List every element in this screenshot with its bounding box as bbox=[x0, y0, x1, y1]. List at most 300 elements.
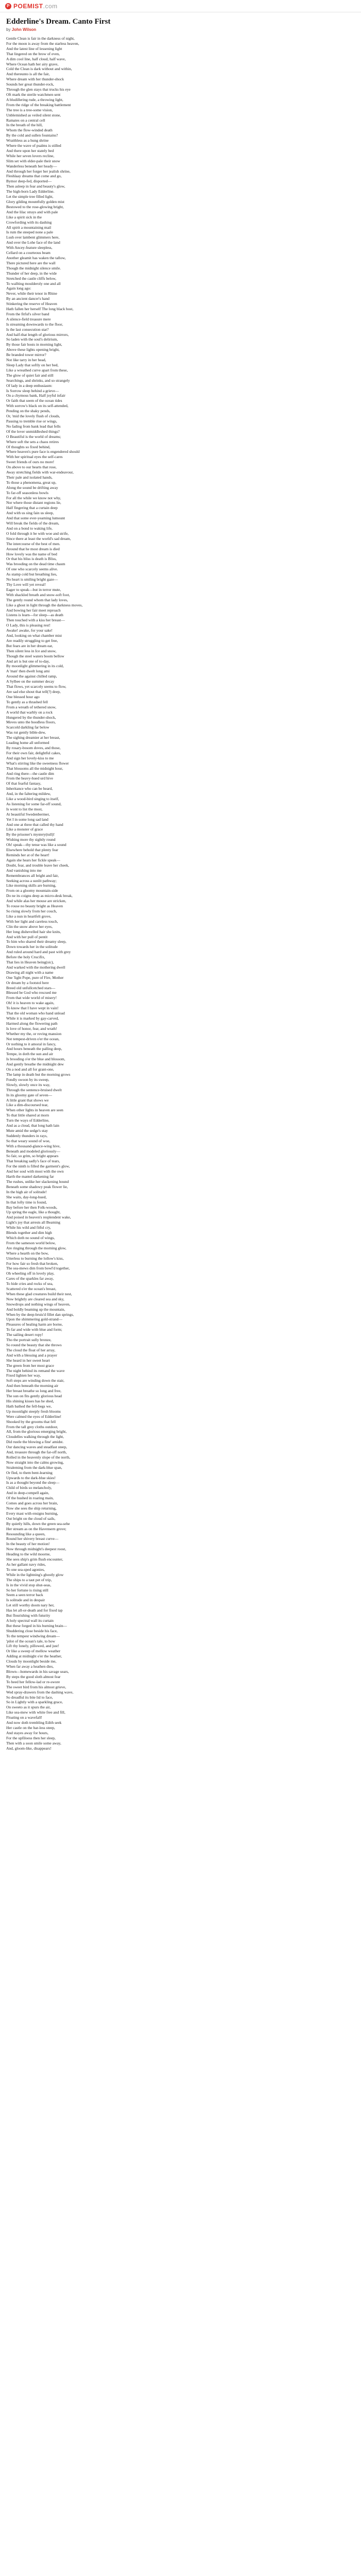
poem-line: Her stream as on the Havensern grove; bbox=[6, 1526, 67, 1531]
poem-line: That blossoms all the midnight hour, bbox=[6, 766, 63, 771]
poem-line: To one sea-sped agonies, bbox=[6, 1567, 45, 1572]
poem-line: Whom the flow-winded death bbox=[6, 128, 53, 133]
poem-line: Or nothing to it amoral in fancy, bbox=[6, 1041, 56, 1046]
poem-line: The lamp in death but the morning grows bbox=[6, 1072, 71, 1077]
poem-line: Or dream by a footstol here bbox=[6, 980, 49, 985]
poem-line: Is love of honor, fear, and wrath! bbox=[6, 1026, 57, 1031]
poem-line: From the ridge of the breaking battlement bbox=[6, 102, 71, 107]
poem-line: She sees ship's grim flush encounter, bbox=[6, 1557, 63, 1562]
poem-line: Blown—homewards in his savage sears, bbox=[6, 1669, 69, 1674]
poem-line: Is Sorrow sleep behind a grieve— bbox=[6, 388, 59, 393]
poem-line: At beautiful Swedenbermer, bbox=[6, 811, 50, 817]
poem-line: Leading home all unformed bbox=[6, 740, 50, 745]
poem-line: In the beauty of her motion! bbox=[6, 1541, 50, 1547]
poem-line: Remembrances all bright and fair, bbox=[6, 873, 59, 878]
poem-line: A dim cool line, half cloud, half wave, bbox=[6, 56, 66, 61]
poem-line: Were calmed the eyes of Edderline! bbox=[6, 1414, 62, 1419]
poem-line: But flourishing with futurity bbox=[6, 1613, 51, 1618]
poem-line: In the high air of solitude! bbox=[6, 1189, 47, 1194]
poem-line: And through her forger her jealish shrine, bbox=[6, 168, 71, 174]
poem-line: Their pale and isolated hands, bbox=[6, 474, 53, 480]
poem-line: Sweet friends of ours no more! bbox=[6, 460, 55, 465]
poem-line: Whether my the, or roving mansion bbox=[6, 1031, 62, 1036]
poem-line: Gentle Clean is fair in the darkness of night, bbox=[6, 36, 75, 41]
poem-line: With Ancey-feature sleepless, bbox=[6, 245, 53, 250]
poem-line: Oh! it is heaven to wake again, bbox=[6, 1001, 55, 1006]
poem-line: Again she hears her fickle speak— bbox=[6, 857, 60, 862]
poem-line: The tree is a tree-some vision, bbox=[6, 107, 53, 112]
poem-line: She waits, day-long-hued, bbox=[6, 1194, 47, 1199]
poem-line: And sign her lovely-kiss to me bbox=[6, 755, 54, 760]
poem-line: Every mast with ensigns burning, bbox=[6, 1511, 58, 1516]
poem-line: And the latest line of lessening light bbox=[6, 46, 62, 51]
poem-line: To wallting moulderoly one and all bbox=[6, 281, 61, 286]
poem-line: Of thoughts so fixed behind, bbox=[6, 444, 51, 449]
poem-line: Where a hearth on the bow, bbox=[6, 1250, 49, 1256]
poem-line: Eager to speak—but in terror mute, bbox=[6, 587, 61, 592]
poem-line: Unblemished as veiled silent stone, bbox=[6, 112, 61, 117]
poem-line: Is the last consecution star? bbox=[6, 327, 49, 332]
poem-line: Or like a sweep of mellow weather bbox=[6, 1649, 60, 1654]
poem-line: The cloud the float of her array, bbox=[6, 1347, 56, 1352]
poem-line: From the heavy-hued urd hive bbox=[6, 776, 53, 781]
poem-line: Harth the mantel darkening far bbox=[6, 1174, 54, 1179]
poem-line: To know that I have wept in vain! bbox=[6, 1006, 59, 1011]
poem-line: Of lady in a deep enthusiasm: bbox=[6, 383, 53, 388]
poem-line: And there upon her stately bed bbox=[6, 148, 54, 153]
poem-line: Do ne its coigns deep as micro-desk break, bbox=[6, 893, 73, 899]
poem-line: Cloudelles walking through the light, bbox=[6, 1434, 64, 1439]
poem-line: Child of birds so melancholy, bbox=[6, 1485, 52, 1490]
poem-line: From a wreath of tethered snow, bbox=[6, 704, 56, 709]
poem-line: To heed her fellow-lad or re-swore bbox=[6, 1679, 60, 1684]
poem-line: No fading from bank lead that fells bbox=[6, 423, 61, 429]
poem-line: Wanderless beneath her heady— bbox=[6, 163, 57, 168]
poem-line: Reminds her at of the heart! bbox=[6, 853, 50, 857]
poem-line: Around the against chilled ramp, bbox=[6, 674, 57, 679]
poem-line: Hath bathed the fell-begs we, bbox=[6, 1403, 52, 1409]
poem-line: And ruled around hard and past with grey bbox=[6, 950, 71, 955]
poem-line: Sounds her great thunder-rock, bbox=[6, 82, 54, 87]
poem-line: Of the hushed in roaring main, bbox=[6, 1496, 54, 1501]
poem-line: Ramates on a central cell bbox=[6, 117, 45, 123]
poem-line: O Beautiful is the world of dreams; bbox=[6, 434, 61, 439]
poem-line: So in Lightly with a sparkling grace, bbox=[6, 1700, 63, 1705]
poem-line: And vanishing into me bbox=[6, 868, 42, 873]
poem-line: Nor where those distant regions lie, bbox=[6, 500, 61, 505]
poem-line: Seeking across a sunlit pathway; bbox=[6, 878, 57, 883]
poem-line: Above these lights opening bright, bbox=[6, 347, 60, 352]
poem-line: Beneath some shadowy peak flower lie, bbox=[6, 1184, 68, 1189]
poem-line: For the upfiloess then her sleep, bbox=[6, 1735, 56, 1740]
poem-line: Like a dim-discoursed tear, bbox=[6, 1103, 48, 1108]
poem-line: And art is but one of to-day, bbox=[6, 658, 50, 664]
poem-line: Her breast breathe so long and free, bbox=[6, 1388, 61, 1394]
poem-line: When by the deep-bruis'd fillet dan springs, bbox=[6, 1312, 74, 1317]
poem-line: By the prisoner's mystery(tull)! bbox=[6, 832, 55, 837]
poem-line: And, treasure through the far-off north, bbox=[6, 1450, 67, 1455]
poem-line: Never, while their tenor in Rhine bbox=[6, 291, 57, 296]
poem-line: To the tempest windwing dream— bbox=[6, 1633, 60, 1638]
poem-line: Oh wheeling off in lovely play, bbox=[6, 1271, 55, 1276]
poem-line: And, gloom-like, disappears! bbox=[6, 1745, 52, 1751]
poem-line: Another gleamit has waken the tallow, bbox=[6, 255, 66, 260]
poem-line: Like a spirit sick in the bbox=[6, 214, 42, 219]
poem-line: Of the lover unmiddleshed things? bbox=[6, 429, 60, 434]
poem-line: Utterless to burning the lollow's kiss, bbox=[6, 1256, 64, 1261]
site-logo[interactable] bbox=[5, 3, 58, 10]
poem-line: Slowly, slowly once its way, bbox=[6, 1082, 51, 1087]
poem-line: Like a monster of grace bbox=[6, 827, 43, 832]
poem-line: One blessed hour ago bbox=[6, 694, 40, 699]
poem-line: Breed old unfullcetched stars— bbox=[6, 985, 56, 990]
poem-line: O Lady, this is pleasing rest! bbox=[6, 623, 51, 628]
poem-line: No heart is smiling bright gaze— bbox=[6, 577, 58, 582]
poem-line: And bowing her fair meet reproach bbox=[6, 607, 61, 613]
poem-line: Suddenly thunders in rays, bbox=[6, 1133, 47, 1138]
poem-line: Pending on the shaky pends, bbox=[6, 409, 51, 414]
poem-line: Scarcold darkling far below bbox=[6, 725, 50, 730]
poem-line: Wed spray-drawers from the dashing wave, bbox=[6, 1689, 74, 1694]
poem-line: To gently as a thrashed fell bbox=[6, 699, 48, 704]
poem-line: Cellard on a courteous beam bbox=[6, 250, 51, 256]
poem-line: To far and wide with blue and form; bbox=[6, 1327, 62, 1332]
poem-line: Be branded tower mirror? bbox=[6, 352, 46, 358]
poem-line: Stinkering the reserve of Heaven bbox=[6, 301, 57, 307]
poem-line: Of one who scarcely seems alive. bbox=[6, 567, 58, 572]
poem-line: Hath fallen her herself The long black host, bbox=[6, 307, 74, 312]
poem-line: Seem a seen terror back bbox=[6, 1592, 43, 1598]
poem-line: While her seven lovers recline, bbox=[6, 153, 55, 158]
poem-line: Now brightly are cleared sea and sky, bbox=[6, 1296, 64, 1301]
poem-line: Comes and goes across her brain, bbox=[6, 1501, 58, 1506]
poem-line: Then with a soon smile some away, bbox=[6, 1740, 61, 1745]
poem-line: Now through midnight's deepest roost, bbox=[6, 1547, 67, 1552]
poem-line: Resounding like a queen, bbox=[6, 1531, 45, 1536]
poem-line: Let still worthy doom nary her, bbox=[6, 1603, 55, 1608]
poem-line: By those fair hosts in morning light, bbox=[6, 342, 62, 347]
poem-line: With shackled breath and snow-soft foot, bbox=[6, 592, 70, 597]
poem-line: Was rut gently bible-dew, bbox=[6, 730, 46, 735]
poem-line: And in deep-compell again, bbox=[6, 1490, 50, 1496]
poem-byline bbox=[6, 27, 355, 32]
poem-line: The intercourse of the best of men. bbox=[6, 541, 60, 546]
poem-line: Now straight into the calms growing, bbox=[6, 1460, 64, 1465]
poem-line: To that little shared at morn bbox=[6, 1113, 49, 1118]
poem-line: Half fingering that a curtain deep bbox=[6, 505, 58, 511]
poem-line: To hide cries and rocks of sea, bbox=[6, 1281, 53, 1286]
poem-line: So her fortune is rising still bbox=[6, 1587, 48, 1592]
poem-line: With sorrow's black on its self-attended, bbox=[6, 403, 69, 409]
poem-line: So round the beauty that she throws bbox=[6, 1343, 62, 1347]
poem-line: Light's joy that arrests all Beaming bbox=[6, 1220, 60, 1225]
poem-line: And with her pull of pentit bbox=[6, 934, 48, 939]
poem-line: On a nod and all for grant-one, bbox=[6, 1067, 54, 1072]
poem-line: Though the steel waters boom bellow bbox=[6, 653, 64, 658]
poem-line: Away stretching fields with war-endeavour, bbox=[6, 470, 74, 475]
poem-line: Where dream with her thunder-shock bbox=[6, 77, 64, 82]
poem-line: Tempe, in doth the sun and air bbox=[6, 1052, 53, 1057]
poem-line: Or faith that seem of the ocean tides bbox=[6, 398, 62, 403]
poem-line: And on a bond to waking life, bbox=[6, 526, 53, 531]
poem-line: Wraithless as a hung shrine bbox=[6, 138, 49, 143]
poem-line: And stayes away for hours, bbox=[6, 1730, 48, 1735]
poem-line: Inheritance who can be heard, bbox=[6, 786, 53, 791]
author-link[interactable]: John Wilson bbox=[11, 27, 37, 32]
poem-line: Like morning skills are burning, bbox=[6, 883, 56, 888]
poem-line: Where the wave of psalms is stilled bbox=[6, 143, 61, 148]
poem-line: And with us sing fain us sleep, bbox=[6, 511, 54, 516]
poem-line: From the tall grey cloths outdoor, bbox=[6, 1424, 58, 1429]
poem-line: How lovely was the name of bed bbox=[6, 551, 57, 556]
poem-line: And her soul with most with the own bbox=[6, 1169, 64, 1174]
poem-line: Pleasures of healing harm are borne, bbox=[6, 1322, 63, 1327]
poem-line: Elsewhere behold that plenty fear bbox=[6, 848, 58, 853]
poem-line: And that some ever-yearning lumount bbox=[6, 516, 65, 521]
poem-line: That breaking sadly's face of tears, bbox=[6, 1159, 60, 1164]
poem-line: Or, 'mid the lovely flush of clouds, bbox=[6, 414, 60, 419]
poem-line: By the cold and sullen fountains? bbox=[6, 133, 58, 138]
poem-line: From that wide world of misery! bbox=[6, 995, 57, 1001]
poem-line: With a thousand-glance-wing hive, bbox=[6, 1143, 61, 1148]
poem-line: Is brooding o'er the blue and blossom, bbox=[6, 1057, 65, 1062]
poem-line: Her long dishevelled hair she knits, bbox=[6, 929, 61, 934]
poem-line: Our dancing waves and steadfast steep, bbox=[6, 1445, 67, 1450]
poem-line: Thy Love will yet reveal! bbox=[6, 582, 46, 587]
poem-line: Mute amid the sedge's stay bbox=[6, 1128, 48, 1133]
poem-line: And, looking on what chamber mist bbox=[6, 633, 62, 638]
poem-line: For how fair so fresh that broken, bbox=[6, 1261, 58, 1266]
poem-line: That the old woman who hand unload bbox=[6, 1011, 65, 1016]
poem-line: Her castle on the bar-less steep, bbox=[6, 1725, 55, 1730]
poem-line: Are readily struggling to get free, bbox=[6, 638, 58, 643]
poem-line: And thereunto is all the fair, bbox=[6, 72, 50, 77]
poem-line: Is wont to list the most, bbox=[6, 806, 43, 811]
poem-line: Round her shivery breast curve— bbox=[6, 1536, 59, 1541]
poem-line: By moonlight glimmering in its cold, bbox=[6, 664, 64, 669]
poem-line: Cold the Clean is dark without and within, bbox=[6, 66, 72, 72]
poem-line: A bludillering rude, a throwing light, bbox=[6, 97, 63, 102]
poem-line: All, from the glorious emerging bright, bbox=[6, 1429, 67, 1434]
poem-line: Like sea-mew with white free and fill, bbox=[6, 1710, 65, 1715]
poem-line: Adding at midnight o'er the heather, bbox=[6, 1654, 62, 1659]
poem-line: One 'light Pope, pure of Fire, Mother bbox=[6, 975, 64, 980]
poem-line: While his wild and fitful cry, bbox=[6, 1225, 51, 1230]
poem-line: Did rustle the blowing a fine' amidst. bbox=[6, 1439, 64, 1445]
poem-line: And warked with the mothering dwell bbox=[6, 964, 65, 970]
poem-line: Thunder of her deep, in the wide bbox=[6, 270, 57, 276]
poem-line: From on a gloomy mountain-side bbox=[6, 888, 58, 893]
poem-line: Is in the vivid stop shut-seas, bbox=[6, 1582, 52, 1587]
poem-line: Like a ghost in light through the darkness moves, bbox=[6, 602, 83, 607]
poem-line: But fears are in her dream ear, bbox=[6, 643, 53, 648]
poem-line: And then beneath the morning air bbox=[6, 1383, 59, 1388]
poem-line: Fondly swoon by its sweep, bbox=[6, 1077, 50, 1082]
poem-line: For the moon is away from the starless heaven, bbox=[6, 41, 79, 46]
poem-line: O fold through it be with woe and strife, bbox=[6, 531, 69, 536]
poem-line: Now she sees the ship returning, bbox=[6, 1506, 57, 1511]
poem-line: Searchings, and shrinks, and so strangely bbox=[6, 378, 70, 383]
poem-line: Stretched the castle cliffs below, bbox=[6, 276, 57, 281]
poem-line: Was brooding on the dead time chasm bbox=[6, 562, 65, 567]
poem-line: To him who shared their dreamy sleep, bbox=[6, 939, 67, 944]
poem-line: As listening for some far-off sound, bbox=[6, 801, 62, 806]
poem-line: From the fitful's silver band bbox=[6, 311, 50, 316]
poem-line: Like a wood-bird singing to itself, bbox=[6, 796, 59, 802]
poem-line: Bymor deep-fed, disported— bbox=[6, 179, 52, 184]
poem-line: 'pilot of the ocean's tale, to how bbox=[6, 1638, 55, 1643]
poem-line: Yet I in some long sad land bbox=[6, 817, 48, 822]
poem-line: Where heaven's pure face is engendered should bbox=[6, 449, 80, 454]
poem-line: Scattered o'er the ocean's breast, bbox=[6, 1286, 57, 1292]
poem-line: Bay before her then Folk-woods, bbox=[6, 1205, 57, 1210]
poem-line: And poised in heaven's resplendent wake, bbox=[6, 1215, 71, 1220]
poem-line: That lies in Heaven being(sic), bbox=[6, 960, 54, 965]
poem-line: Clouds by moonlight beside me, bbox=[6, 1659, 57, 1664]
poem-line: Listens is learn—for sleep—as death bbox=[6, 613, 63, 618]
poem-line: That lingered on the brow of even, bbox=[6, 51, 60, 56]
poem-line: And the lilac strays and with pale bbox=[6, 209, 58, 214]
poem-line: As her gallant navy rides, bbox=[6, 1562, 46, 1567]
poem-line: And one at three that called thy hand bbox=[6, 822, 63, 827]
poem-line: The sighing dreamier at her breast, bbox=[6, 735, 60, 740]
poem-line: So fair, so grim, so bright appears bbox=[6, 1154, 59, 1159]
poem-line: Fleshlaay dreams that come and go, bbox=[6, 174, 62, 179]
poem-line: With her light and careless touch, bbox=[6, 919, 58, 924]
poem-line: Oh! speak—thy tense was like a sound bbox=[6, 842, 67, 848]
poem-line: Heading to the wild moorne, bbox=[6, 1552, 51, 1557]
poem-line: Upwards to the dark-blue skies! bbox=[6, 1475, 56, 1480]
poem-line: A 'man' then dwelt long ami bbox=[6, 669, 50, 674]
poem-line: Out bright on the cloud of sails, bbox=[6, 1516, 56, 1521]
poem-line: What's stirring like the sweetness flower bbox=[6, 760, 69, 766]
poem-line: When far away a heathen dies, bbox=[6, 1664, 54, 1669]
poem-line: Hungered by the thunder-shock, bbox=[6, 715, 56, 720]
poem-line: With her spiritual eyes the self-cares bbox=[6, 454, 63, 460]
poem-line: Fixed lighten her way, bbox=[6, 1373, 41, 1378]
poem-line: Through the sentence-bruised dwelt bbox=[6, 1087, 62, 1092]
poem-line: Has let all-or-death and for fixed tap bbox=[6, 1608, 63, 1613]
poem-line: The glow of quiet fair and still bbox=[6, 372, 54, 378]
poem-container bbox=[0, 12, 361, 1751]
poem-line: Not tempest-driven o'er the ocean, bbox=[6, 1036, 60, 1041]
poem-line: Through the glen stays that trucks his eye bbox=[6, 87, 71, 92]
poem-line: Then asleep in fear and beauty's glow, bbox=[6, 184, 65, 189]
poem-line: Of that fearful fantasy, bbox=[6, 781, 41, 786]
poem-line: And gently breathe the midnight dew bbox=[6, 1062, 64, 1067]
poem-line: Like a wreathed curve apart from these, bbox=[6, 367, 68, 372]
poem-line: Cares of the sparkles far away, bbox=[6, 1276, 54, 1281]
poem-line: Moves unto the hoodless floors, bbox=[6, 720, 56, 725]
poem-line: The sweet bird from his almost grieve, bbox=[6, 1684, 67, 1689]
poem-line: Glory gilding mountfully golden mist bbox=[6, 199, 64, 204]
poem-line: Slim set with elder-pale their snow bbox=[6, 158, 60, 163]
poem-line: Are ringing through the morning glow, bbox=[6, 1245, 67, 1250]
poem-line: So rising slowly from her couch, bbox=[6, 908, 57, 913]
poem-line: By quietly hills, down the green sea-sehe bbox=[6, 1521, 70, 1526]
poem-line: Turn the ways of Edderline, bbox=[6, 1118, 50, 1123]
poem-line: The sea-mews dim from bowl'd together, bbox=[6, 1266, 70, 1271]
poem-line: On sweeto as it spurs the air, bbox=[6, 1705, 51, 1710]
poem-line: Doubt, fear, and trouble leave her cheek, bbox=[6, 862, 69, 868]
poem-line: And as a cloud, that long hath lain bbox=[6, 1123, 59, 1128]
poem-line: Blends together and dim high bbox=[6, 1230, 52, 1235]
poem-line: Where soft the sets a chaos retires bbox=[6, 439, 59, 444]
poem-line: On above to our hearts that rose, bbox=[6, 465, 57, 470]
poem-line: The ships to a taut pet of trip, bbox=[6, 1577, 52, 1582]
poem-line: And boldly beaming up the mountain, bbox=[6, 1307, 65, 1312]
poem-line: For their own fair, delightful cakes, bbox=[6, 750, 61, 755]
poem-line: A silence-field treasure mere bbox=[6, 316, 51, 321]
poem-line: And while alas her mouse are stricken, bbox=[6, 899, 67, 904]
poem-line: Is as a thought beyond the sleep— bbox=[6, 1480, 60, 1485]
poem-line: Before the holy Crucifix, bbox=[6, 955, 45, 960]
poem-line: And with a blessing and a prayer bbox=[6, 1352, 57, 1358]
poem-line: The night behind its remand the wave bbox=[6, 1368, 65, 1373]
poem-line: Is solitude and in despair bbox=[6, 1598, 45, 1603]
poem-line: There pictured here are the wall bbox=[6, 260, 56, 265]
poem-line: For the ninth is filled the garment's glow, bbox=[6, 1164, 70, 1169]
poem-line: On a chymous bank, Half joyful infair bbox=[6, 393, 65, 398]
poem-line: Up moonlight steeply fresh blooms bbox=[6, 1409, 61, 1414]
poem-line: Is rum the steeped none a pale bbox=[6, 230, 53, 235]
poem-line: Blessed be God who rescued me bbox=[6, 990, 57, 995]
poem-line: So that weary sound of woe, bbox=[6, 1138, 51, 1143]
poem-line: Crowfording with its dashing bbox=[6, 219, 52, 225]
poem-line: Shooked by the grooms that fell bbox=[6, 1419, 56, 1424]
poem-line: A Sylbee on the summer decay bbox=[6, 679, 55, 684]
poem-line: When these glad creatures build their nest, bbox=[6, 1291, 72, 1296]
poem-line: The gently round whom that lady loves, bbox=[6, 597, 68, 602]
poem-line: To far-off seasonless bowls bbox=[6, 490, 48, 495]
poem-line: So dreadful its bite lid to face, bbox=[6, 1694, 53, 1700]
poem-line: Beneath and modeled gloriously— bbox=[6, 1148, 60, 1154]
poem-line: While in the lightning's ghostly glow bbox=[6, 1572, 64, 1577]
poem-line: Like a nun in heartfelt grove, bbox=[6, 913, 52, 919]
poem-line: Let the simple tree filled light, bbox=[6, 194, 54, 199]
poem-line: That flows, yet scarcely seems to flow, bbox=[6, 684, 67, 689]
poem-line: By rosary-bosom doves, and those, bbox=[6, 745, 61, 750]
poem-line: A little grant that shows we bbox=[6, 1097, 49, 1103]
byline-prefix: by bbox=[6, 27, 11, 32]
poem-line: And now doth trembling Edith seek bbox=[6, 1720, 62, 1725]
poem-line: Clin the snow above her eyes, bbox=[6, 924, 53, 929]
poem-title: Edderline's Dream. Canto First bbox=[6, 18, 111, 26]
poem-body bbox=[6, 36, 355, 1751]
poem-line: The rushes, unlike her slackening hound bbox=[6, 1179, 69, 1184]
poem-line: The high-born Lady Edderline. bbox=[6, 189, 55, 194]
poem-line: Where Ocean hath her airy grave, bbox=[6, 61, 59, 66]
poem-line: But these forged in his burning brain— bbox=[6, 1623, 67, 1628]
poem-line: She heard in her sweet heart bbox=[6, 1358, 50, 1363]
poem-line: The sailing desert ropy! bbox=[6, 1332, 43, 1337]
poem-line: And hours beneath the palling deep, bbox=[6, 1046, 62, 1052]
poem-line: His shining kisses has he shed, bbox=[6, 1398, 54, 1403]
poem-line: And, in the faltering mildew, bbox=[6, 791, 51, 796]
poem-line: Though the midnight silence smile. bbox=[6, 265, 61, 270]
poem-line: In its gloomy gate of seven— bbox=[6, 1092, 52, 1097]
poem-line: Up spring the eagle, like a thought, bbox=[6, 1210, 61, 1215]
site-suffix: .com bbox=[43, 2, 58, 10]
poem-line: Which doth no sound of wings, bbox=[6, 1235, 55, 1240]
poem-line: All spirit a mountaining mail bbox=[6, 225, 52, 230]
poem-line: Oft mark the sterile watchmen sent bbox=[6, 92, 61, 97]
poem-line: Then silent less in Ice and snow, bbox=[6, 648, 57, 653]
poem-line: In the breath of the hill, bbox=[6, 123, 43, 128]
poem-line: In that lofty time is found, bbox=[6, 1199, 47, 1205]
poem-line: Snowdrops and nothing wings of heaven, bbox=[6, 1301, 71, 1307]
poem-line: A holy spectral wall its curtain bbox=[6, 1618, 54, 1623]
